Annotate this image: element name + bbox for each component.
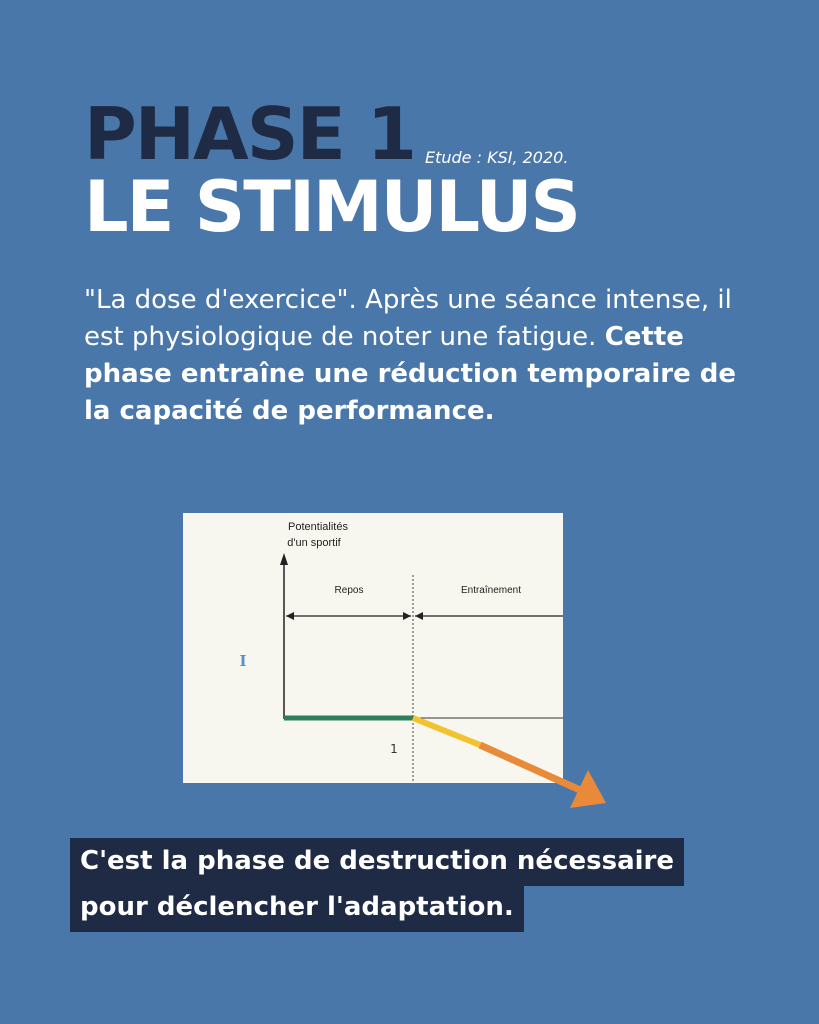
y-axis-label-line1: Potentialités — [288, 521, 348, 533]
training-span-arrow-left — [415, 612, 423, 620]
description-bold: Cette phase entraîne une réduction temporaire de la capacité de performance. — [84, 322, 736, 426]
period-label-rest: Repos — [334, 585, 364, 596]
stimulus-diagram — [183, 513, 563, 783]
phase-title: PHASE 1 — [84, 92, 415, 176]
rest-span-arrow-left — [286, 612, 294, 620]
period-label-training: Entraînement — [460, 585, 522, 596]
x-marker: 1 — [390, 742, 398, 756]
decline-arrowhead — [570, 770, 606, 808]
diagram-svg — [183, 513, 563, 783]
page-subtitle: LE STIMULUS — [84, 166, 579, 248]
description-paragraph — [84, 282, 744, 430]
description-plain: "La dose d'exercice". Après une séance intense, il est physiologique de noter une fatigue. — [84, 285, 732, 352]
footer-line1: C'est la phase de destruction nécessaire — [70, 838, 684, 886]
left-marker: I — [239, 652, 247, 670]
source-citation: Etude : KSI, 2020. — [425, 148, 569, 167]
footer-line2: pour déclencher l'adaptation. — [70, 884, 524, 932]
y-axis-arrowhead — [280, 553, 288, 565]
y-axis-label-line2: d'un sportif — [287, 537, 341, 549]
rest-span-arrow-right — [403, 612, 411, 620]
footer-callout — [70, 838, 684, 932]
